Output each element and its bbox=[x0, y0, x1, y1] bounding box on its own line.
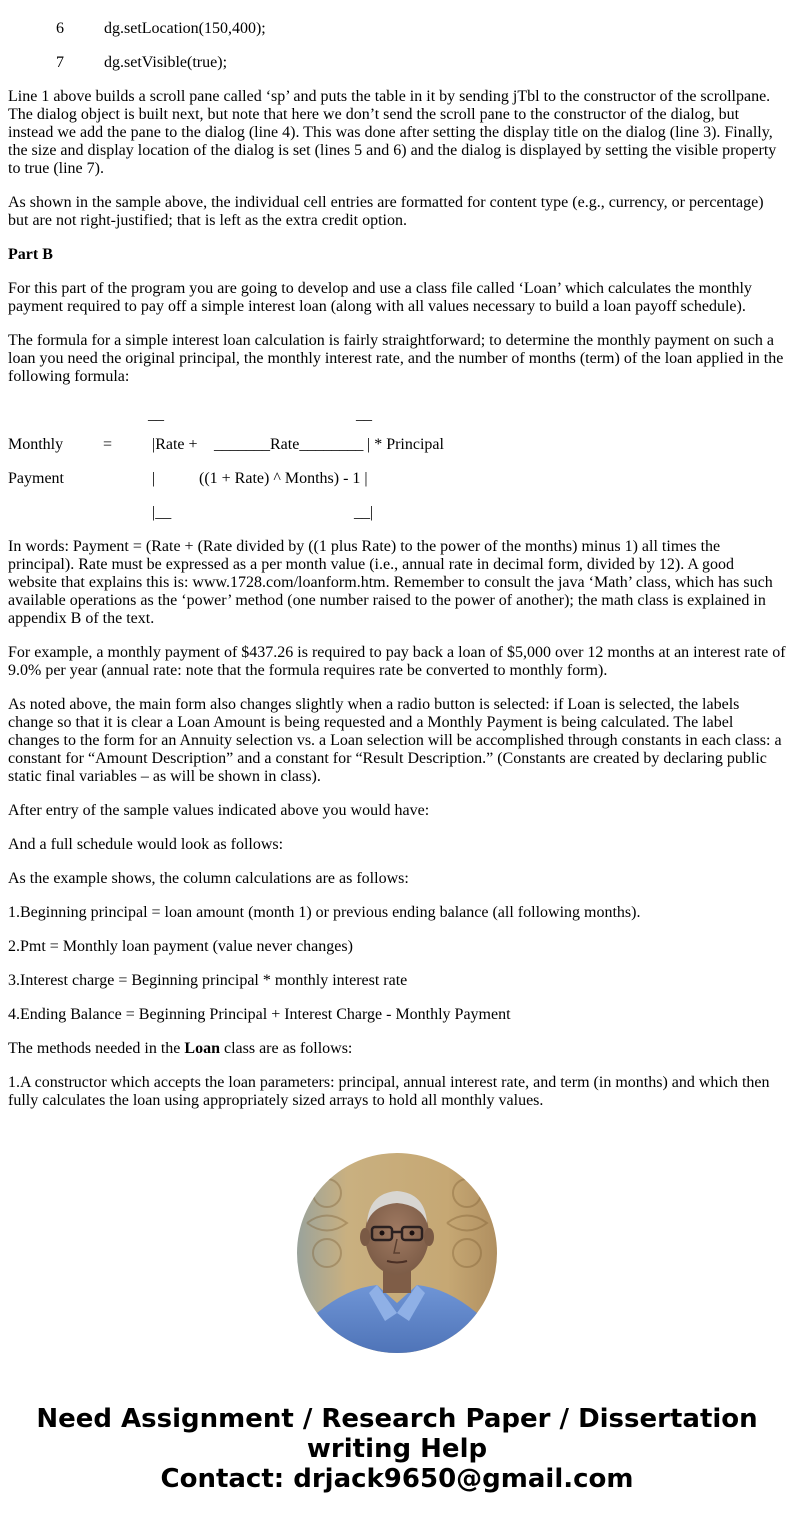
formula-bottom-right-bracket: __| bbox=[354, 504, 374, 521]
section-heading-part-b: Part B bbox=[8, 246, 53, 263]
formula-monthly-label: Monthly bbox=[8, 436, 64, 453]
methods-text-post: class are as follows: bbox=[219, 1040, 353, 1057]
formula-left-pipe: | bbox=[152, 470, 156, 487]
formula-rate-fraction: _______Rate________ bbox=[214, 436, 364, 453]
code-line-number: 6 bbox=[56, 20, 64, 37]
paragraph-payment-example: For example, a monthly payment of $437.26 is required to pay back a loan of $5,000 over 12 months at an interest rate of 9.0% per year (annual rate: note that the formula requires rate be converted to monthly form). bbox=[8, 644, 786, 679]
paragraph-formula-intro: The formula for a simple interest loan calculation is fairly straightforward; to determine the monthly payment on such a loan you need the original principal, the monthly interest rate, and the number of months (term) of the loan applied in the following formula: bbox=[8, 332, 784, 385]
code-line-text: dg.setLocation(150,400); bbox=[104, 20, 266, 37]
formula-equals: = bbox=[103, 436, 113, 453]
formula-payment-label: Payment bbox=[8, 470, 64, 487]
footer-line-1: Need Assignment / Research Paper / Dissertation bbox=[36, 1404, 758, 1434]
paragraph-methods-needed bbox=[8, 1040, 786, 1058]
paragraph-sample-values: After entry of the sample values indicated above you would have: bbox=[8, 802, 430, 819]
paragraph-formula-in-words: In words: Payment = (Rate + (Rate divided by ((1 plus Rate) to the power of the months) minus 1) all times the principal). Rate must be expressed as a per month value (i.e., annual rate in decimal form, divided by 12). A good website that explains this is: www.1728.com/loanform.htm. Remember to consult the java ‘Math’ class, which has such available operations as the ‘power’ method (one number raised to the power of another); the math class is explained in appendix B of the text. bbox=[8, 538, 773, 627]
paragraph-column-calculations: As the example shows, the column calculations are as follows: bbox=[8, 870, 409, 887]
formula-rate-plus: |Rate + bbox=[152, 436, 198, 453]
list-item-interest-charge: 3.Interest charge = Beginning principal * monthly interest rate bbox=[8, 972, 408, 989]
list-item-beginning-principal: 1.Beginning principal = loan amount (month 1) or previous ending balance (all following months). bbox=[8, 904, 641, 921]
formula-bottom-left-bracket: |__ bbox=[152, 504, 172, 521]
paragraph-formatting-note: As shown in the sample above, the individual cell entries are formatted for content type (e.g., currency, or percentage) but are not right-justified; that is left as the extra credit option. bbox=[8, 194, 764, 229]
paragraph-full-schedule: And a full schedule would look as follows: bbox=[8, 836, 284, 853]
footer-contact-email: Contact: drjack9650@gmail.com bbox=[160, 1464, 634, 1494]
formula-top-left-bar: __ bbox=[148, 406, 164, 423]
list-item-constructor: 1.A constructor which accepts the loan parameters: principal, annual interest rate, and term (in months) and which then fully calculates the loan using appropriately sized arrays to hold all monthly values. bbox=[8, 1074, 770, 1109]
list-item-payment: 2.Pmt = Monthly loan payment (value never changes) bbox=[8, 938, 353, 955]
methods-text-pre: The methods needed in the bbox=[8, 1040, 185, 1057]
footer-line-2: writing Help bbox=[306, 1434, 488, 1464]
paragraph-loan-class-intro: For this part of the program you are going to develop and use a class file called ‘Loan’ which calculates the monthly payment required to pay off a simple interest loan (along with all values necessary to build a loan payoff schedule). bbox=[8, 280, 752, 315]
author-photo-illustration bbox=[297, 1153, 497, 1353]
author-photo bbox=[297, 1153, 497, 1353]
methods-text-bold-loan: Loan bbox=[184, 1040, 220, 1057]
formula-denominator: ((1 + Rate) ^ Months) - 1 | bbox=[199, 470, 368, 487]
paragraph-scrollpane-explanation: Line 1 above builds a scroll pane called ‘sp’ and puts the table in it by sending jTbl to the constructor of the scrollpane. The dialog object is built next, but note that here we don’t send the scroll pane to the constructor of the dialog, but instead we add the pane to the dialog (line 4). This was done after setting the display title on the dialog (line 3). Finally, the size and display location of the dialog is set (lines 5 and 6) and the dialog is displayed by setting the visible property to true (line 7). bbox=[8, 88, 777, 177]
paragraph-radio-button-labels: As noted above, the main form also changes slightly when a radio button is selected: if Loan is selected, the labels change so that it is clear a Loan Amount is being requested and a Monthly Payment is being calculated. The label changes to the form for an Annuity selection vs. a Loan selection will be accomplished through constants in each class: a constant for “Amount Description” and a constant for “Result Description.” (Constants are created by declaring public static final variables – as will be shown in class). bbox=[8, 696, 782, 785]
code-line-text: dg.setVisible(true); bbox=[104, 54, 228, 71]
formula-times-principal: | * Principal bbox=[367, 436, 444, 453]
code-line-number: 7 bbox=[56, 54, 64, 71]
formula-top-right-bar: __ bbox=[356, 406, 372, 423]
list-item-ending-balance: 4.Ending Balance = Beginning Principal + Interest Charge - Monthly Payment bbox=[8, 1006, 511, 1023]
